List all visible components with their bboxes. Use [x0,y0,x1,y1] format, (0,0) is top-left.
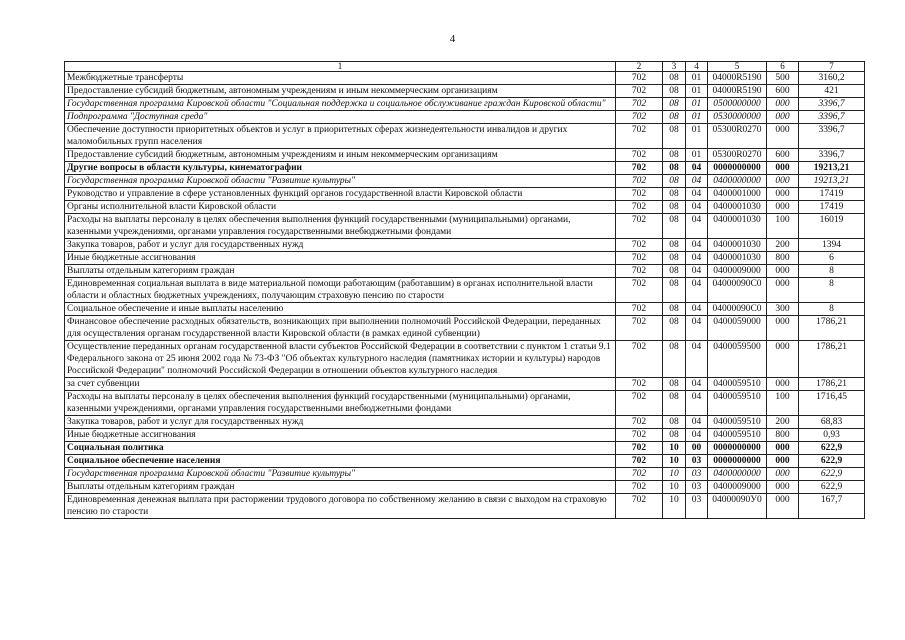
section-code-cell: 702 [616,468,663,481]
subsection2-code-cell: 04 [686,252,708,265]
target-article-cell: 0400001030 [708,201,767,214]
subsection2-code-cell: 04 [686,303,708,316]
section-code-cell: 702 [616,481,663,494]
table-row [65,494,865,519]
amount-cell: 17419 [799,188,865,201]
subsection-code-cell: 10 [663,442,686,455]
section-code-cell: 702 [616,416,663,429]
table-row [65,72,865,85]
table-row [65,162,865,175]
table-row [65,111,865,124]
amount-cell: 3396,7 [799,98,865,111]
subsection-code-cell: 08 [663,188,686,201]
table-row [65,201,865,214]
section-code-cell: 702 [616,455,663,468]
section-code-cell: 702 [616,72,663,85]
section-code-cell: 702 [616,316,663,341]
section-code-cell: 702 [616,124,663,149]
header-cell: 1 [65,62,616,72]
table-row [65,303,865,316]
subsection2-code-cell: 04 [686,188,708,201]
name-cell: Обеспечение доступности приоритетных объектов и услуг в приоритетных сферах жизнедеятельности инвалидов и других маломобильных групп населения [65,124,616,149]
subsection-code-cell: 08 [663,201,686,214]
target-article-cell: 04000R5190 [708,85,767,98]
subsection-code-cell: 08 [663,378,686,391]
name-cell: Расходы на выплаты персоналу в целях обеспечения выполнения функций государственными (муниципальными) органами, казенными учреждениями, органами управления государственными внебюджетными фондами [65,391,616,416]
subsection2-code-cell: 04 [686,214,708,239]
table-row [65,85,865,98]
section-code-cell: 702 [616,442,663,455]
subsection-code-cell: 08 [663,278,686,303]
amount-cell: 8 [799,303,865,316]
expense-type-cell: 000 [767,494,799,519]
subsection2-code-cell: 03 [686,494,708,519]
expense-type-cell: 000 [767,481,799,494]
subsection2-code-cell: 04 [686,378,708,391]
target-article-cell: 04000090С0 [708,278,767,303]
target-article-cell: 0500000000 [708,98,767,111]
table-row [65,175,865,188]
subsection2-code-cell: 04 [686,265,708,278]
table-row [65,442,865,455]
target-article-cell: 0400001030 [708,214,767,239]
section-code-cell: 702 [616,201,663,214]
amount-cell: 622,9 [799,468,865,481]
amount-cell: 1786,21 [799,341,865,378]
table-row [65,149,865,162]
target-article-cell: 0400000000 [708,468,767,481]
name-cell: Закупка товаров, работ и услуг для государственных нужд [65,416,616,429]
amount-cell: 19213,21 [799,175,865,188]
subsection2-code-cell: 01 [686,98,708,111]
name-cell: Социальная политика [65,442,616,455]
target-article-cell: 04000R5190 [708,72,767,85]
subsection-code-cell: 08 [663,416,686,429]
name-cell: Руководство и управление в сфере установленных функций органов государственной власти Кировской области [65,188,616,201]
amount-cell: 8 [799,265,865,278]
table-row [65,391,865,416]
expense-type-cell: 000 [767,378,799,391]
name-cell: Единовременная денежная выплата при расторжении трудового договора по собственному желанию в связи с выходом на страховую пенсию по старости [65,494,616,519]
header-cell: 6 [767,62,799,72]
target-article-cell: 0000000000 [708,442,767,455]
subsection2-code-cell: 04 [686,175,708,188]
amount-cell: 1716,45 [799,391,865,416]
expense-type-cell: 500 [767,72,799,85]
subsection-code-cell: 10 [663,494,686,519]
table-row [65,98,865,111]
section-code-cell: 702 [616,378,663,391]
section-code-cell: 702 [616,111,663,124]
section-code-cell: 702 [616,214,663,239]
header-cell: 3 [663,62,686,72]
table-row [65,239,865,252]
section-code-cell: 702 [616,252,663,265]
subsection2-code-cell: 04 [686,201,708,214]
target-article-cell: 0530000000 [708,111,767,124]
subsection-code-cell: 08 [663,239,686,252]
amount-cell: 68,83 [799,416,865,429]
section-code-cell: 702 [616,188,663,201]
target-article-cell: 0400059000 [708,316,767,341]
name-cell: Предоставление субсидий бюджетным, автономным учреждениям и иным некоммерческим организациям [65,149,616,162]
header-row [65,62,865,72]
subsection-code-cell: 08 [663,175,686,188]
header-cell: 5 [708,62,767,72]
section-code-cell: 702 [616,391,663,416]
section-code-cell: 702 [616,85,663,98]
subsection-code-cell: 08 [663,72,686,85]
table-row [65,468,865,481]
expense-type-cell: 800 [767,252,799,265]
subsection2-code-cell: 04 [686,239,708,252]
subsection-code-cell: 08 [663,265,686,278]
amount-cell: 6 [799,252,865,265]
name-cell: Выплаты отдельным категориям граждан [65,265,616,278]
target-article-cell: 05300R0270 [708,124,767,149]
subsection2-code-cell: 04 [686,429,708,442]
name-cell: Предоставление субсидий бюджетным, автономным учреждениям и иным некоммерческим организациям [65,85,616,98]
expense-type-cell: 100 [767,391,799,416]
subsection-code-cell: 10 [663,468,686,481]
section-code-cell: 702 [616,149,663,162]
expense-type-cell: 000 [767,316,799,341]
subsection-code-cell: 08 [663,98,686,111]
amount-cell: 17419 [799,201,865,214]
section-code-cell: 702 [616,494,663,519]
table-row [65,378,865,391]
subsection2-code-cell: 03 [686,468,708,481]
expense-type-cell: 000 [767,175,799,188]
target-article-cell: 0400059510 [708,391,767,416]
subsection2-code-cell: 01 [686,85,708,98]
table-row [65,214,865,239]
table-row [65,252,865,265]
name-cell: Государственная программа Кировской области "Развитие культуры" [65,468,616,481]
table-row [65,124,865,149]
expense-type-cell: 000 [767,278,799,303]
expense-type-cell: 000 [767,162,799,175]
subsection-code-cell: 08 [663,149,686,162]
subsection2-code-cell: 00 [686,442,708,455]
subsection-code-cell: 08 [663,214,686,239]
subsection-code-cell: 08 [663,85,686,98]
target-article-cell: 0400001000 [708,188,767,201]
amount-cell: 19213,21 [799,162,865,175]
expense-type-cell: 000 [767,455,799,468]
name-cell: Органы исполнительной власти Кировской области [65,201,616,214]
amount-cell: 622,9 [799,455,865,468]
table-row [65,316,865,341]
subsection-code-cell: 08 [663,341,686,378]
header-cell: 7 [799,62,865,72]
table-row [65,188,865,201]
name-cell: Осуществление переданных органам государственной власти субъектов Российской Федерации в соответствии с пунктом 1 статьи 9.1 Федерального закона от 25 июня 2002 года № 73-ФЗ "Об объектах культурного наследия (памятниках истории и культуры) народов Российской Федерации" полномочий Российской Федерации в отношении объектов культурного наследия [65,341,616,378]
subsection2-code-cell: 03 [686,455,708,468]
table-row [65,416,865,429]
expense-type-cell: 000 [767,111,799,124]
table-row [65,278,865,303]
target-article-cell: 05300R0270 [708,149,767,162]
amount-cell: 0,93 [799,429,865,442]
subsection-code-cell: 10 [663,481,686,494]
expense-type-cell: 000 [767,201,799,214]
subsection-code-cell: 10 [663,455,686,468]
expense-type-cell: 300 [767,303,799,316]
subsection-code-cell: 08 [663,391,686,416]
name-cell: Государственная программа Кировской области "Социальная поддержка и социальное обслуживание граждан Кировской области" [65,98,616,111]
target-article-cell: 0000000000 [708,455,767,468]
target-article-cell: 0400001030 [708,252,767,265]
name-cell: Другие вопросы в области культуры, кинематографии [65,162,616,175]
target-article-cell: 0000000000 [708,162,767,175]
amount-cell: 1394 [799,239,865,252]
expense-type-cell: 600 [767,85,799,98]
amount-cell: 622,9 [799,442,865,455]
amount-cell: 16019 [799,214,865,239]
subsection-code-cell: 08 [663,316,686,341]
section-code-cell: 702 [616,303,663,316]
expense-type-cell: 200 [767,416,799,429]
amount-cell: 3160,2 [799,72,865,85]
name-cell: Иные бюджетные ассигнования [65,429,616,442]
amount-cell: 3396,7 [799,124,865,149]
amount-cell: 421 [799,85,865,98]
name-cell: Межбюджетные трансферты [65,72,616,85]
subsection-code-cell: 08 [663,429,686,442]
subsection2-code-cell: 04 [686,416,708,429]
expense-type-cell: 000 [767,124,799,149]
subsection-code-cell: 08 [663,124,686,149]
subsection-code-cell: 08 [663,162,686,175]
amount-cell: 622,9 [799,481,865,494]
subsection2-code-cell: 04 [686,391,708,416]
table-row [65,429,865,442]
expense-type-cell: 000 [767,265,799,278]
section-code-cell: 702 [616,265,663,278]
target-article-cell: 0400000000 [708,175,767,188]
table-row [65,455,865,468]
subsection-code-cell: 08 [663,303,686,316]
amount-cell: 3396,7 [799,149,865,162]
section-code-cell: 702 [616,98,663,111]
subsection2-code-cell: 01 [686,72,708,85]
name-cell: Иные бюджетные ассигнования [65,252,616,265]
subsection2-code-cell: 01 [686,111,708,124]
table-body [65,72,865,519]
target-article-cell: 0400059500 [708,341,767,378]
name-cell: Подпрограмма "Доступная среда" [65,111,616,124]
amount-cell: 1786,21 [799,378,865,391]
target-article-cell: 04000090С0 [708,303,767,316]
name-cell: Финансовое обеспечение расходных обязательств, возникающих при выполнении полномочий Российской Федерации, переданных для осуществления органам государственной власти Кировской области (в рамках единой субвенции) [65,316,616,341]
target-article-cell: 0400059510 [708,429,767,442]
subsection2-code-cell: 04 [686,316,708,341]
expense-type-cell: 200 [767,239,799,252]
name-cell: Расходы на выплаты персоналу в целях обеспечения выполнения функций государственными (муниципальными) органами, казенными учреждениями, органами управления государственными внебюджетными фондами [65,214,616,239]
expense-type-cell: 000 [767,188,799,201]
target-article-cell: 0400001030 [708,239,767,252]
target-article-cell: 0400009000 [708,265,767,278]
section-code-cell: 702 [616,162,663,175]
subsection2-code-cell: 04 [686,278,708,303]
budget-table [64,61,865,519]
name-cell: Закупка товаров, работ и услуг для государственных нужд [65,239,616,252]
amount-cell: 8 [799,278,865,303]
page-number: 4 [449,33,456,45]
expense-type-cell: 000 [767,468,799,481]
name-cell: за счет субвенции [65,378,616,391]
name-cell: Государственная программа Кировской области "Развитие культуры" [65,175,616,188]
section-code-cell: 702 [616,239,663,252]
table-row [65,265,865,278]
subsection2-code-cell: 04 [686,341,708,378]
target-article-cell: 0400059510 [708,378,767,391]
section-code-cell: 702 [616,278,663,303]
target-article-cell: 0400059510 [708,416,767,429]
expense-type-cell: 000 [767,442,799,455]
expense-type-cell: 800 [767,429,799,442]
name-cell: Социальное обеспечение населения [65,455,616,468]
subsection-code-cell: 08 [663,252,686,265]
expense-type-cell: 600 [767,149,799,162]
target-article-cell: 04000090У0 [708,494,767,519]
subsection2-code-cell: 01 [686,149,708,162]
subsection2-code-cell: 01 [686,124,708,149]
table-row [65,481,865,494]
section-code-cell: 702 [616,175,663,188]
expense-type-cell: 000 [767,341,799,378]
section-code-cell: 702 [616,341,663,378]
expense-type-cell: 100 [767,214,799,239]
amount-cell: 167,7 [799,494,865,519]
subsection2-code-cell: 04 [686,162,708,175]
header-cell: 2 [616,62,663,72]
expense-type-cell: 000 [767,98,799,111]
name-cell: Единовременная социальная выплата в виде материальной помощи работающим (работавшим) в органах исполнительной власти области и областных бюджетных учреждениях, получающим страховую пенсию по старости [65,278,616,303]
header-cell: 4 [686,62,708,72]
name-cell: Социальное обеспечение и иные выплаты населению [65,303,616,316]
subsection-code-cell: 08 [663,111,686,124]
amount-cell: 1786,21 [799,316,865,341]
table-row [65,341,865,378]
section-code-cell: 702 [616,429,663,442]
amount-cell: 3396,7 [799,111,865,124]
name-cell: Выплаты отдельным категориям граждан [65,481,616,494]
subsection2-code-cell: 03 [686,481,708,494]
target-article-cell: 0400009000 [708,481,767,494]
